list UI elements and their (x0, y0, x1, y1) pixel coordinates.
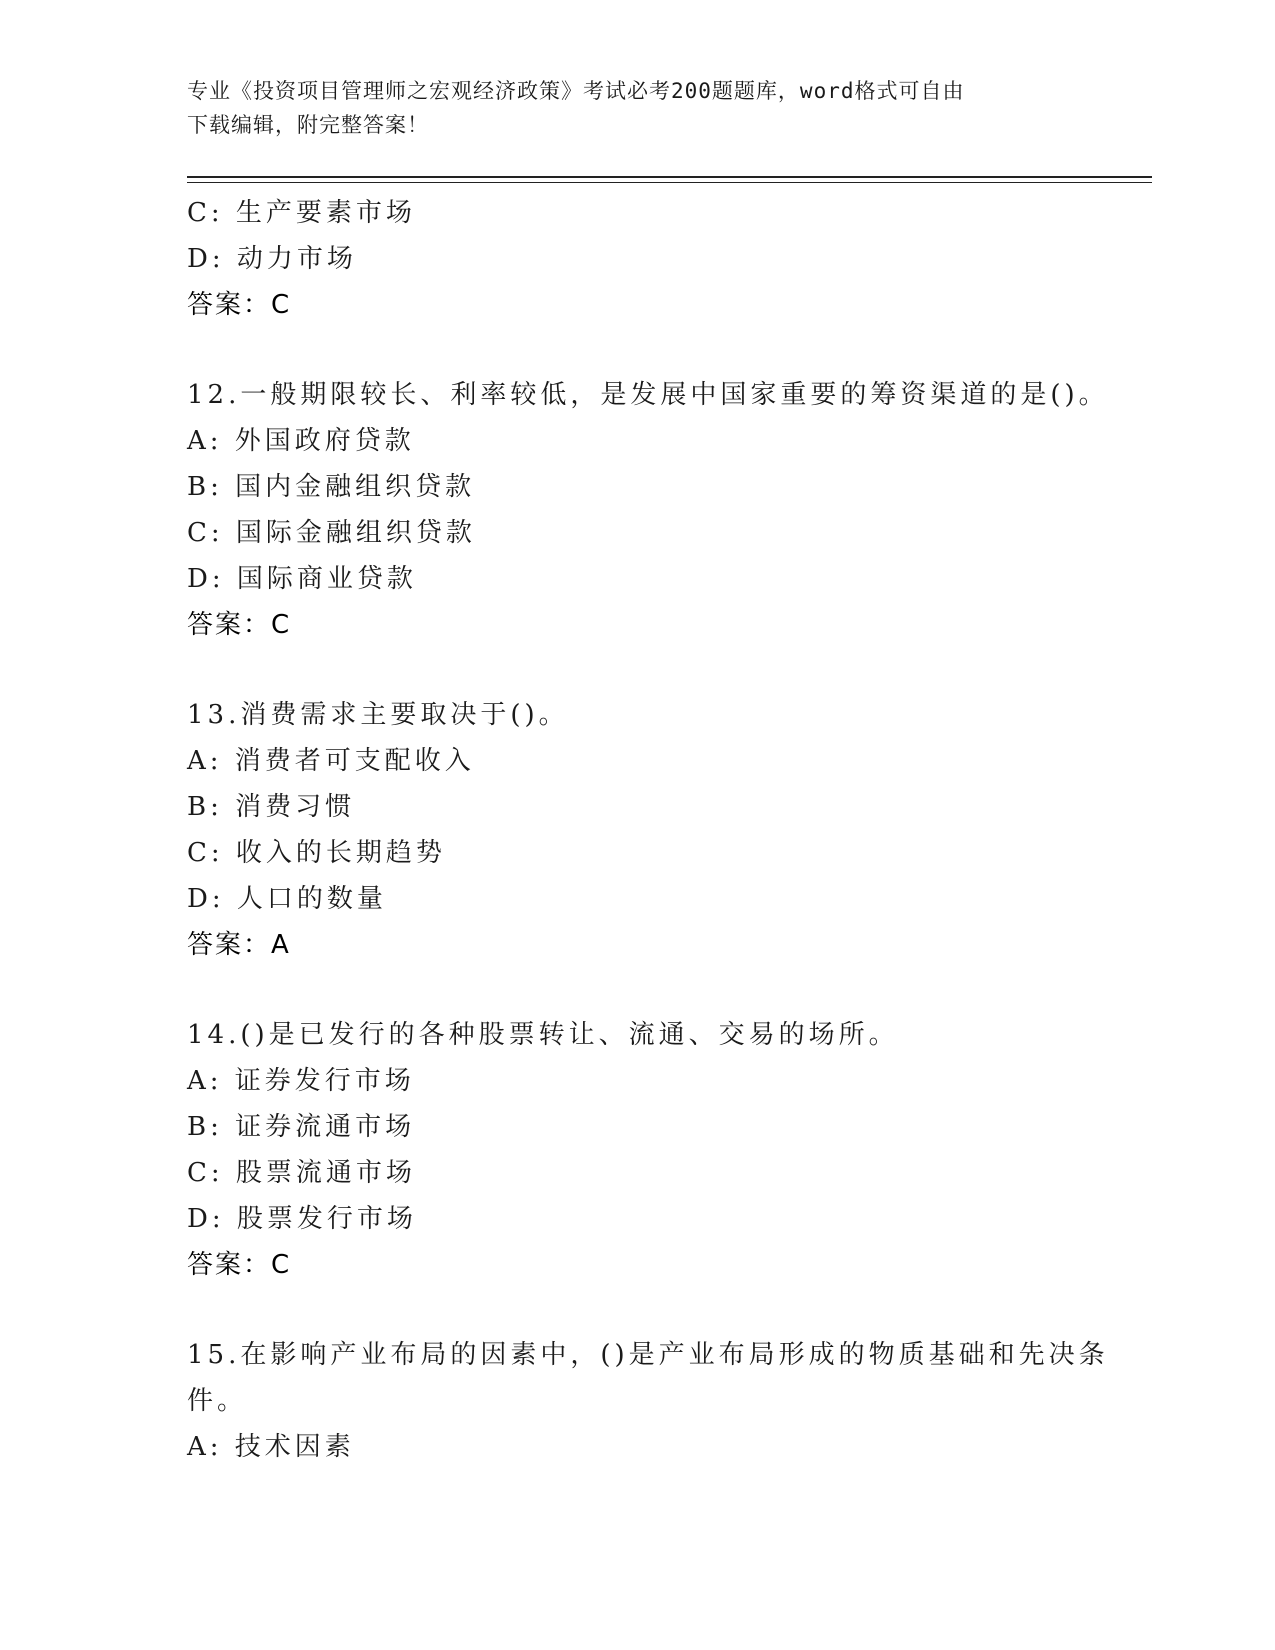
question-stem-15-line-2: 件。 (187, 1386, 248, 1416)
question-stem-13: 13.消费需求主要取决于()。 (187, 700, 569, 730)
q15-option-a: A: 技术因素 (187, 1432, 355, 1462)
q12-option-b: B: 国内金融组织贷款 (187, 472, 476, 502)
answer: 答案：C (187, 290, 292, 320)
option-c: C: 生产要素市场 (187, 198, 416, 228)
q12-answer: 答案：C (187, 610, 292, 640)
q12-option-a: A: 外国政府贷款 (187, 426, 415, 456)
header-line-1: 专业《投资项目管理师之宏观经济政策》考试必考200题题库，word格式可自由 (187, 79, 965, 103)
q14-option-c: C: 股票流通市场 (187, 1158, 416, 1188)
header-line-2: 下载编辑，附完整答案！ (187, 113, 429, 137)
q13-option-b: B: 消费习惯 (187, 792, 356, 822)
q13-answer: 答案：A (187, 930, 291, 960)
q14-answer: 答案：C (187, 1250, 292, 1280)
document-header (187, 74, 1067, 142)
q12-option-c: C: 国际金融组织贷款 (187, 518, 476, 548)
question-list (187, 190, 1109, 1470)
q13-option-c: C: 收入的长期趋势 (187, 838, 446, 868)
q14-option-d: D: 股票发行市场 (187, 1204, 417, 1234)
option-d: D: 动力市场 (187, 244, 357, 274)
question-stem-14: 14.()是已发行的各种股票转让、流通、交易的场所。 (187, 1020, 899, 1050)
q12-option-d: D: 国际商业贷款 (187, 564, 417, 594)
header-divider-thick (187, 176, 1152, 178)
q14-option-b: B: 证券流通市场 (187, 1112, 416, 1142)
q13-option-d: D: 人口的数量 (187, 884, 387, 914)
header-divider-thin (187, 182, 1152, 183)
q13-option-a: A: 消费者可支配收入 (187, 746, 475, 776)
q14-option-a: A: 证券发行市场 (187, 1066, 415, 1096)
question-stem-15-line-1: 15.在影响产业布局的因素中，()是产业布局形成的物质基础和先决条 (187, 1340, 1109, 1370)
question-stem-12: 12.一般期限较长、利率较低，是发展中国家重要的筹资渠道的是()。 (187, 380, 1109, 410)
